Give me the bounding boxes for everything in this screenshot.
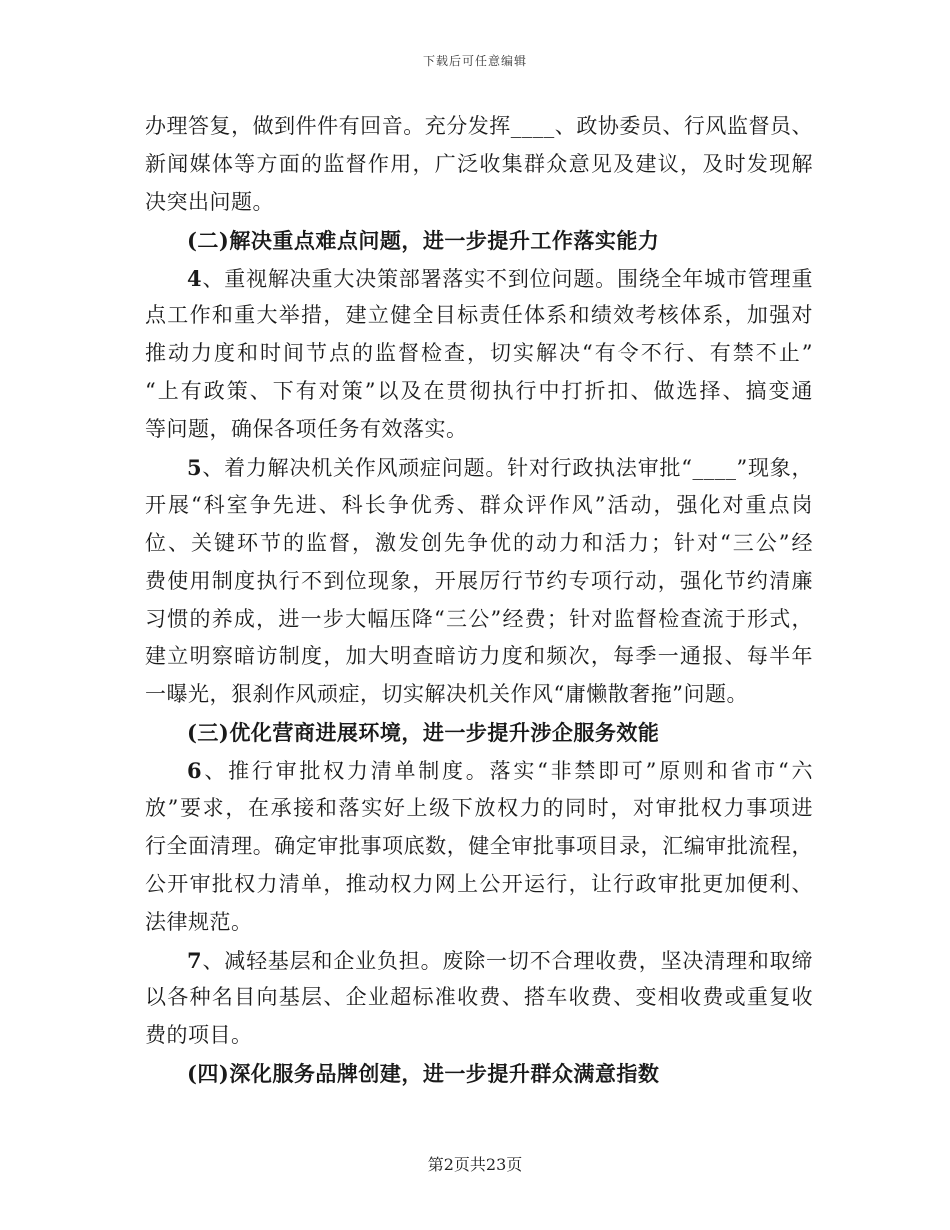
- page-footer: 第2页共23页: [427, 1155, 523, 1174]
- text-line: 以各种名目向基层、企业超标准收费、搭车收费、变相收费或重复收: [145, 985, 813, 1010]
- page-header: 下载后可任意编辑: [422, 54, 527, 68]
- text-line: 等问题，确保各项任务有效落实。: [145, 417, 468, 442]
- item-first-line: 、着力解决机关作风顽症问题。针对行政执法审批“____”现象，: [202, 456, 813, 481]
- section-heading-4: (四)深化服务品牌创建，进一步提升群众满意指数: [187, 1061, 660, 1087]
- paragraph-item-6: [145, 752, 813, 941]
- text-line: 费的项目。: [145, 1023, 253, 1048]
- document-body: [145, 108, 813, 1093]
- item-number: 4: [187, 265, 203, 291]
- paragraph-intro: [145, 108, 813, 222]
- text-line: “上有政策、下有对策”以及在贯彻执行中打折扣、做选择、搞变通: [145, 379, 813, 404]
- text-line: 推动力度和时间节点的监督检查，切实解决“有令不行、有禁不止”: [145, 341, 813, 366]
- text-line: [145, 942, 813, 980]
- text-line: 法律规范。: [145, 909, 253, 934]
- text-line: [145, 260, 813, 298]
- paragraph-item-4: [145, 260, 813, 449]
- text-line: 决突出问题。: [145, 189, 274, 214]
- text-line: [145, 752, 813, 790]
- item-first-line: 、重视解决重大决策部署落实不到位问题。围绕全年城市管理重: [202, 266, 813, 291]
- text-line: 建立明察暗访制度，加大明查暗访力度和频次，每季一通报、每半年: [145, 644, 813, 669]
- item-number: 7: [187, 947, 203, 973]
- paragraph-item-5: [145, 449, 813, 714]
- paragraph-item-7: [145, 942, 813, 1056]
- item-number: 5: [187, 455, 203, 481]
- text-line: 费使用制度执行不到位现象，开展厉行节约专项行动，强化节约清廉: [145, 568, 813, 593]
- text-line: 习惯的养成，进一步大幅压降“三公”经费；针对监督检查流于形式，: [145, 606, 813, 631]
- text-line: 行全面清理。确定审批事项底数，健全审批事项目录，汇编审批流程，: [145, 833, 813, 858]
- item-first-line: 、减轻基层和企业负担。废除一切不合理收费，坚决清理和取缔: [202, 948, 813, 973]
- text-line: 点工作和重大举措，建立健全目标责任体系和绩效考核体系，加强对: [145, 303, 813, 328]
- text-line: 位、关键环节的监督，激发创先争优的动力和活力；针对“三公”经: [145, 530, 813, 555]
- section-heading-2: (二)解决重点难点问题，进一步提升工作落实能力: [187, 227, 660, 253]
- text-line: 公开审批权力清单，推动权力网上公开运行，让行政审批更加便利、: [145, 871, 813, 896]
- text-line: 新闻媒体等方面的监督作用，广泛收集群众意见及建议，及时发现解: [145, 151, 813, 176]
- text-line: 放”要求，在承接和落实好上级下放权力的同时，对审批权力事项进: [145, 796, 813, 821]
- text-line: 一曝光，狠刹作风顽症，切实解决机关作风“庸懒散奢拖”问题。: [145, 682, 748, 707]
- section-heading-3: (三)优化营商进展环境，进一步提升涉企服务效能: [187, 720, 660, 746]
- item-number: 6: [187, 758, 203, 784]
- item-first-line: 、推行审批权力清单制度。落实“非禁即可”原则和省市“六: [202, 759, 813, 784]
- text-line: [145, 449, 813, 487]
- text-line: 开展“科室争先进、科长争优秀、群众评作风”活动，强化对重点岗: [145, 492, 813, 517]
- text-line: 办理答复，做到件件有回音。充分发挥____、政协委员、行风监督员、: [145, 114, 813, 138]
